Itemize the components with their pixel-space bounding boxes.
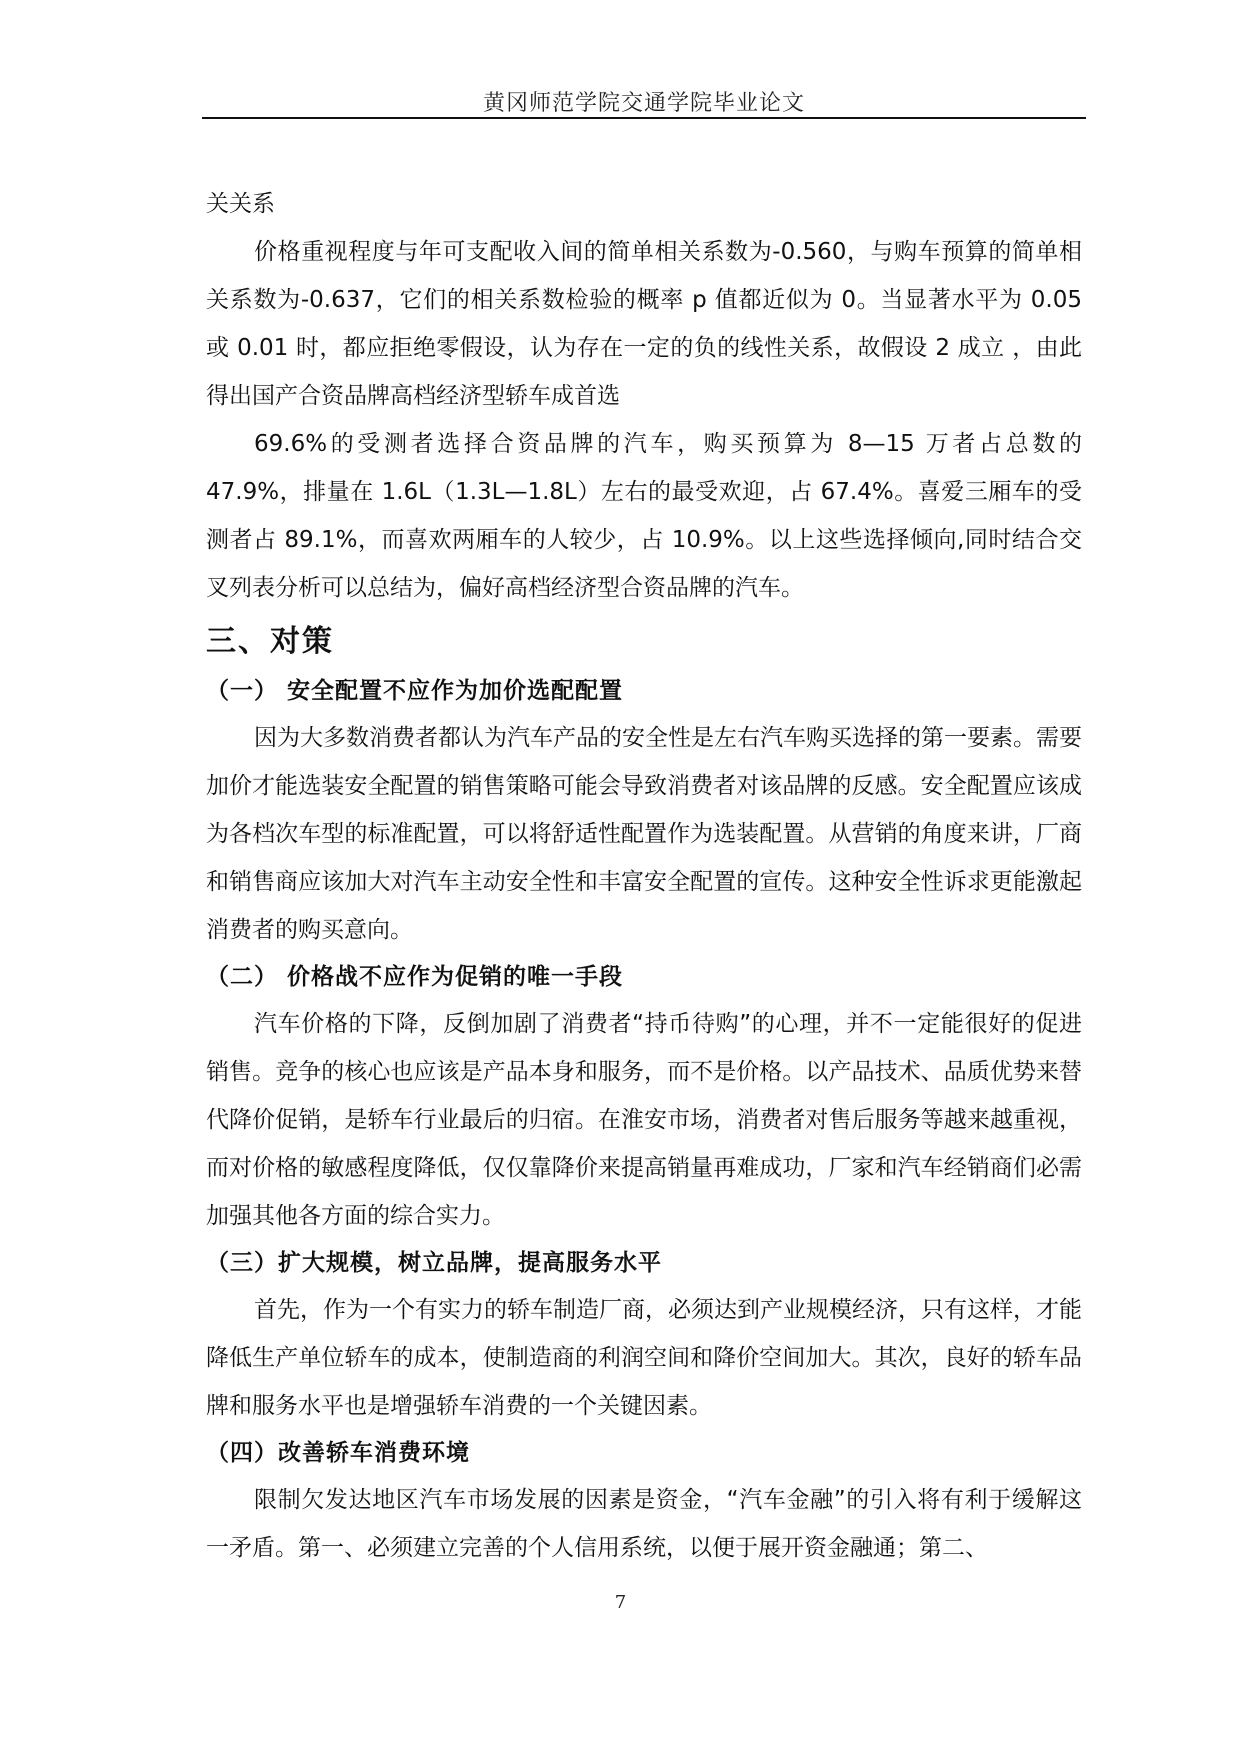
subsection-title-scale-brand: （三）扩大规模，树立品牌，提高服务水平 [206, 1250, 662, 1276]
document-body [206, 180, 1082, 1572]
paragraph-survey-results: 69.6%的受测者选择合资品牌的汽车，购买预算为 8—15 万者占总数的 47.9%，排量在 1.6L（1.3L—1.8L）左右的最受欢迎，占 67.4%。喜爱三厢车的受测者占 89.1%，而喜欢两厢车的人较少，占 10.9%。以上这些选择倾向,同时结合交叉列表分析可以总结为，偏好高档经济型合资品牌的汽车。 [206, 431, 1082, 601]
page-number: 7 [614, 1592, 627, 1613]
paragraph-continuation: 关关系 [206, 191, 275, 217]
section-title-countermeasures: 三、对策 [206, 624, 334, 659]
subsection-title-environment: （四）改善轿车消费环境 [206, 1440, 470, 1466]
paragraph-correlation: 价格重视程度与年可支配收入间的简单相关系数为-0.560，与购车预算的简单相关系数为-0.637，它们的相关系数检验的概率 p 值都近似为 0。当显著水平为 0.05 或 0.01 时，都应拒绝零假设，认为存在一定的负的线性关系，故假设 2 成立 ，由此得出国产合资品牌高档经济型轿车成首选 [206, 239, 1082, 409]
paragraph-scale-brand: 首先，作为一个有实力的轿车制造厂商，必须达到产业规模经济，只有这样，才能降低生产单位轿车的成本，使制造商的利润空间和降价空间加大。其次，良好的轿车品牌和服务水平也是增强轿车消费的一个关键因素。 [206, 1297, 1082, 1419]
paragraph-safety: 因为大多数消费者都认为汽车产品的安全性是左右汽车购买选择的第一要素。需要加价才能选装安全配置的销售策略可能会导致消费者对该品牌的反感。安全配置应该成为各档次车型的标准配置，可以将舒适性配置作为选装配置。从营销的角度来讲，厂商和销售商应该加大对汽车主动安全性和丰富安全配置的宣传。这种安全性诉求更能激起消费者的购买意向。 [206, 725, 1082, 943]
page-header-title: 黄冈师范学院交通学院毕业论文 [482, 91, 805, 116]
header-divider [202, 117, 1086, 119]
subsection-title-safety: （一） 安全配置不应作为加价选配配置 [206, 678, 624, 704]
paragraph-price-war: 汽车价格的下降，反倒加剧了消费者“持币待购”的心理，并不一定能很好的促进销售。竞争的核心也应该是产品本身和服务，而不是价格。以产品技术、品质优势来替代降价促销，是轿车行业最后的归宿。在淮安市场，消费者对售后服务等越来越重视，而对价格的敏感程度降低，仅仅靠降价来提高销量再难成功，厂家和汽车经销商们必需加强其他各方面的综合实力。 [206, 1011, 1082, 1229]
paragraph-environment: 限制欠发达地区汽车市场发展的因素是资金，“汽车金融”的引入将有利于缓解这一矛盾。第一、必须建立完善的个人信用系统，以便于展开资金融通；第二、 [206, 1487, 1082, 1561]
subsection-title-price-war: （二） 价格战不应作为促销的唯一手段 [206, 964, 624, 990]
